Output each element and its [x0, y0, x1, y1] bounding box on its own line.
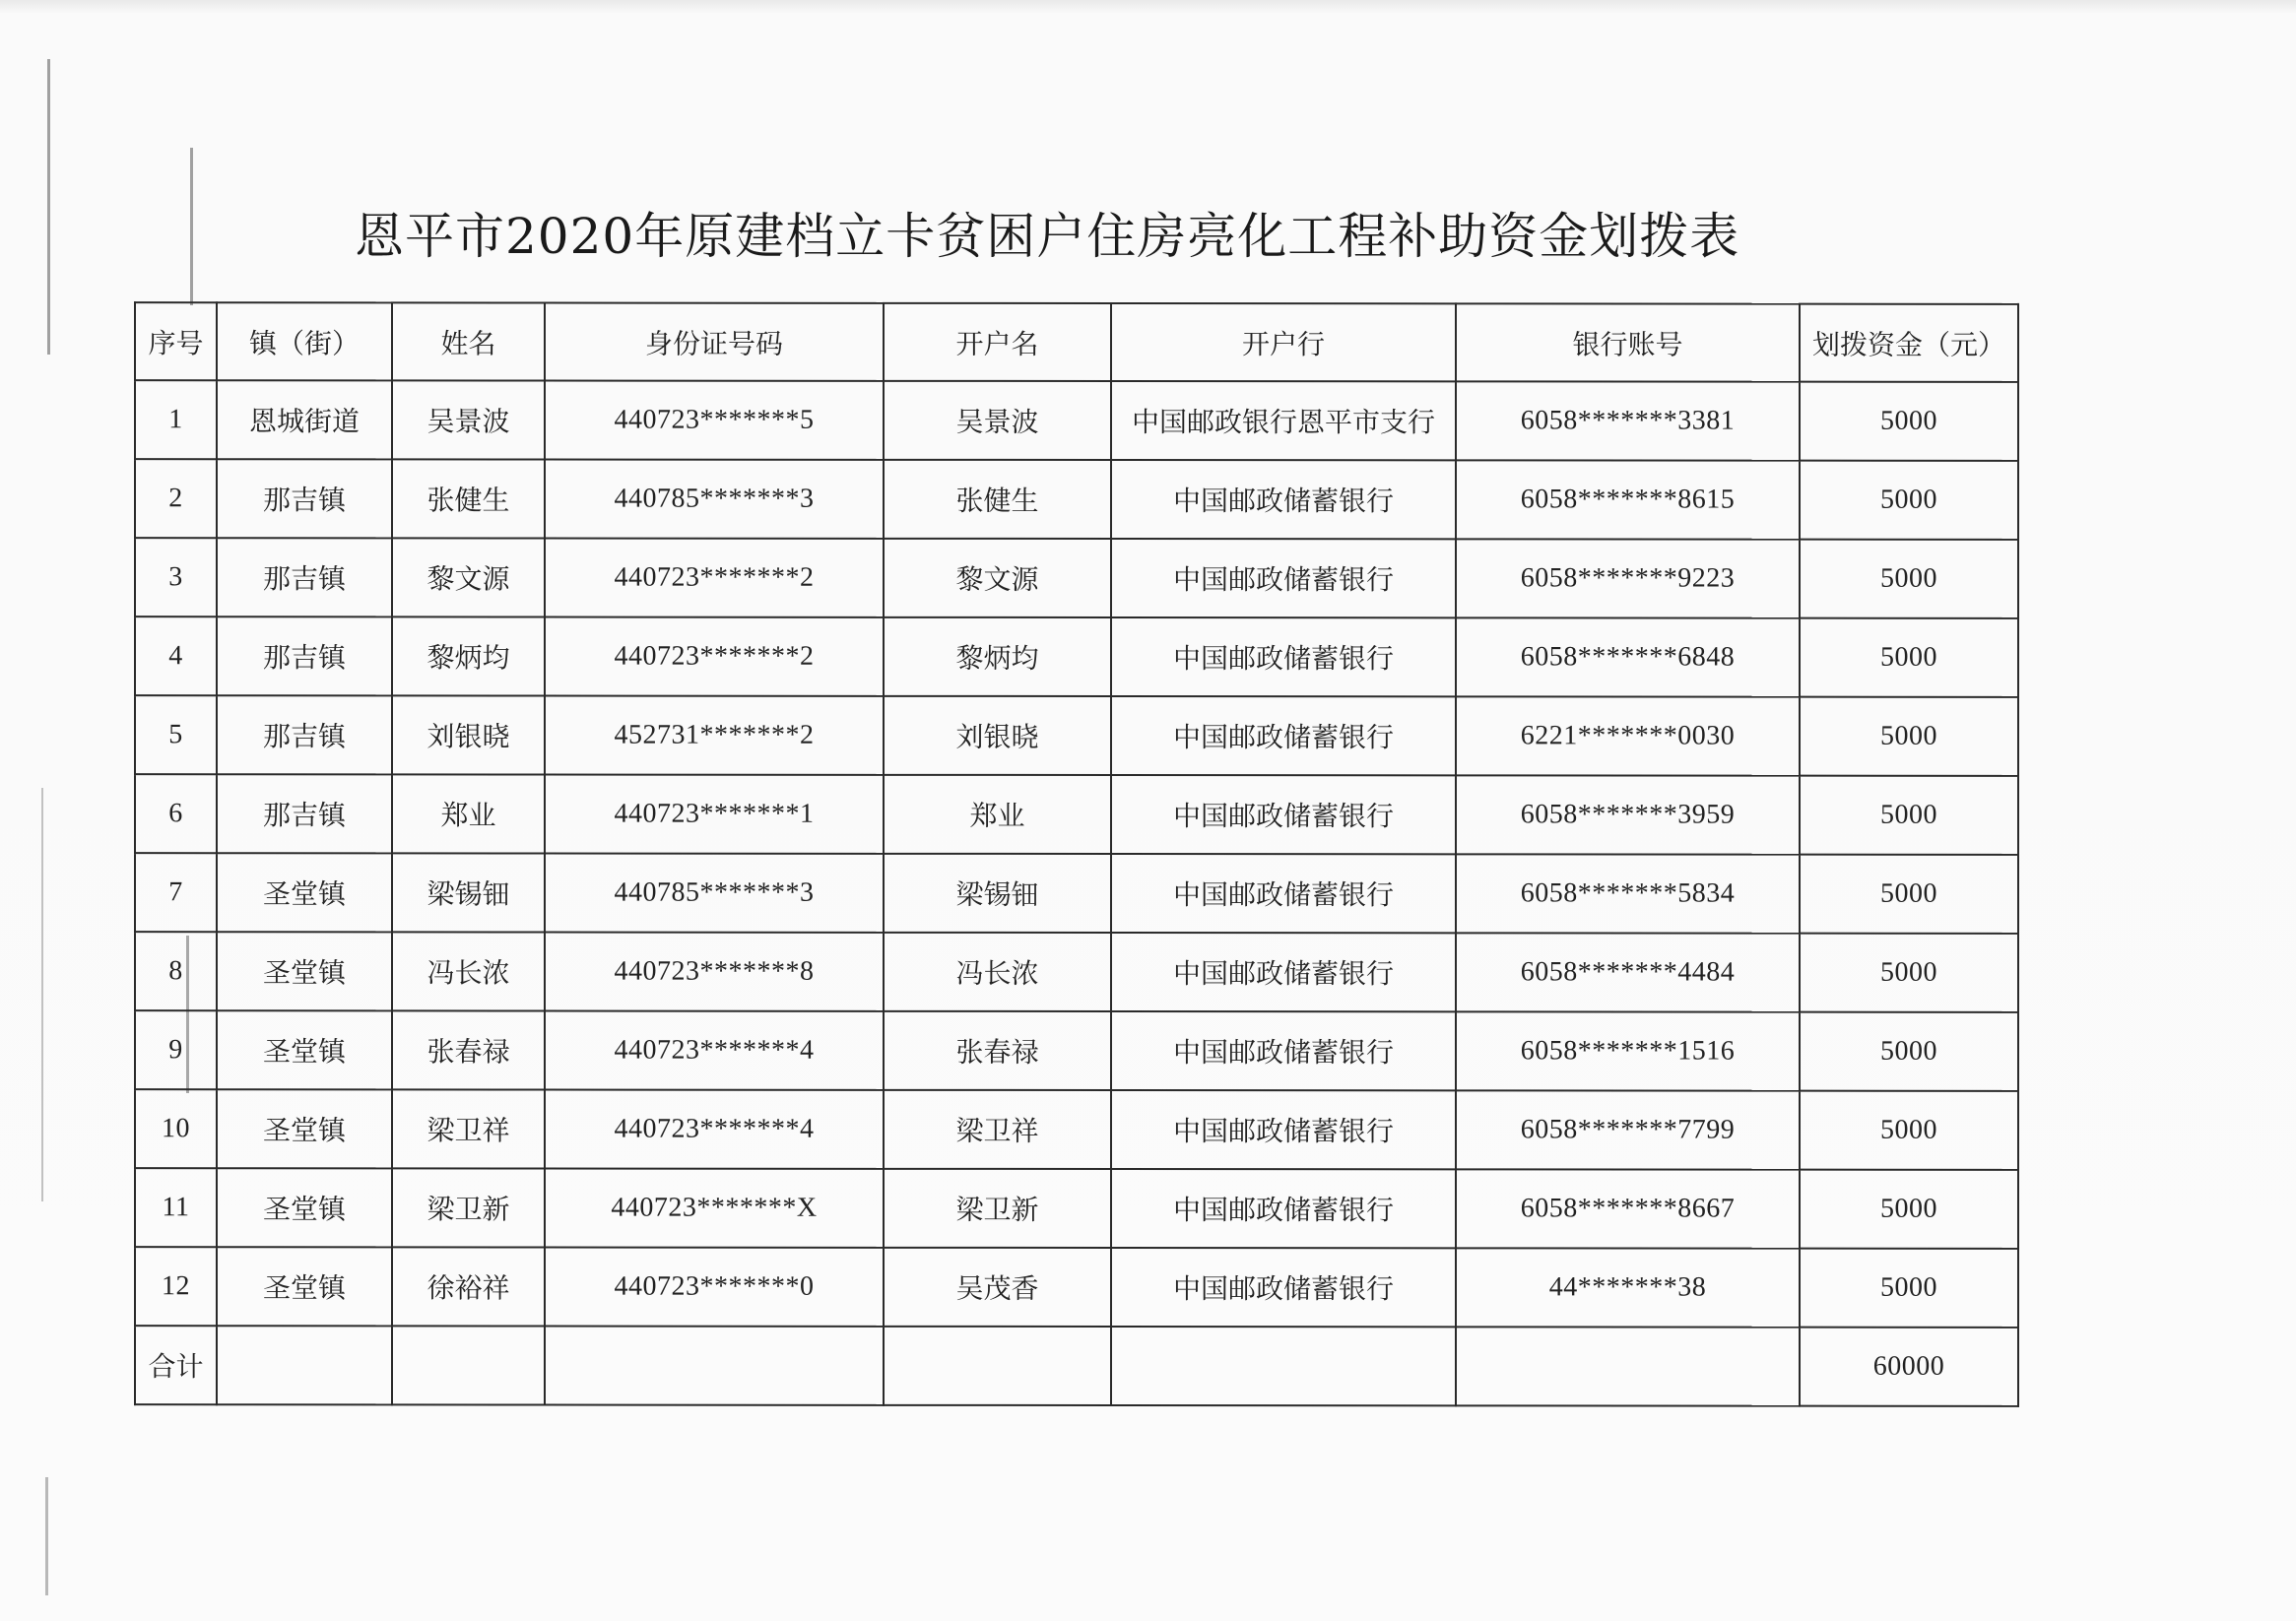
- table-row: [135, 1010, 2018, 1091]
- table-row: [135, 932, 2018, 1012]
- row-id-number: 440723*******2: [545, 617, 884, 696]
- row-account-number: 6058*******9223: [1456, 539, 1800, 617]
- row-seq: 7: [135, 853, 217, 932]
- row-name: 冯长浓: [392, 932, 545, 1010]
- row-seq: 2: [135, 459, 217, 538]
- empty-cell: [884, 1327, 1111, 1405]
- column-header-bank: 开户行: [1111, 303, 1456, 381]
- row-account-number: 6221*******0030: [1456, 696, 1800, 775]
- row-account-name: 张健生: [884, 460, 1111, 539]
- row-name: 郑业: [392, 774, 545, 853]
- row-account-number: 6058*******8667: [1456, 1169, 1800, 1248]
- table-header-row: [135, 302, 2018, 382]
- empty-cell: [1111, 1327, 1456, 1405]
- row-seq: 8: [135, 932, 217, 1010]
- row-account-number: 6058*******8615: [1456, 460, 1800, 539]
- row-town: 圣堂镇: [217, 853, 392, 932]
- row-bank: 中国邮政储蓄银行: [1111, 617, 1456, 696]
- row-account-number: 6058*******5834: [1456, 854, 1800, 933]
- row-name: 黎炳均: [392, 616, 545, 695]
- row-account-number: 6058*******1516: [1456, 1011, 1800, 1090]
- row-account-name: 张春禄: [884, 1011, 1111, 1090]
- empty-cell: [392, 1326, 545, 1404]
- row-seq: 4: [135, 616, 217, 695]
- row-bank: 中国邮政储蓄银行: [1111, 1248, 1456, 1327]
- table-row: [135, 853, 2018, 934]
- row-id-number: 440785*******3: [545, 854, 884, 933]
- row-id-number: 440785*******3: [545, 460, 884, 539]
- row-id-number: 440723*******X: [545, 1169, 884, 1248]
- row-id-number: 440723*******2: [545, 539, 884, 617]
- row-name: 徐裕祥: [392, 1247, 545, 1326]
- row-account-number: 6058*******3959: [1456, 775, 1800, 854]
- row-amount: 5000: [1800, 1012, 2018, 1091]
- row-town: 那吉镇: [217, 538, 392, 616]
- row-amount: 5000: [1800, 1170, 2018, 1249]
- row-town: 恩城街道: [217, 380, 392, 459]
- row-amount: 5000: [1800, 461, 2018, 540]
- row-seq: 5: [135, 695, 217, 774]
- row-account-number: 6058*******4484: [1456, 933, 1800, 1011]
- row-amount: 5000: [1800, 697, 2018, 776]
- row-account-number: 6058*******7799: [1456, 1090, 1800, 1169]
- row-town: 那吉镇: [217, 774, 392, 853]
- table-row: [135, 1247, 2018, 1328]
- row-name: 梁卫祥: [392, 1089, 545, 1168]
- row-account-number: 44*******38: [1456, 1248, 1800, 1327]
- row-bank: 中国邮政储蓄银行: [1111, 775, 1456, 854]
- row-name: 梁卫新: [392, 1168, 545, 1247]
- row-seq: 9: [135, 1010, 217, 1089]
- row-account-number: 6058*******6848: [1456, 617, 1800, 696]
- column-header-account-number: 银行账号: [1456, 303, 1800, 381]
- row-bank: 中国邮政储蓄银行: [1111, 1169, 1456, 1248]
- row-amount: 5000: [1800, 934, 2018, 1012]
- row-seq: 10: [135, 1089, 217, 1168]
- row-name: 梁锡钿: [392, 853, 545, 932]
- row-town: 圣堂镇: [217, 1089, 392, 1168]
- row-id-number: 440723*******4: [545, 1011, 884, 1090]
- row-bank: 中国邮政储蓄银行: [1111, 1090, 1456, 1169]
- row-id-number: 440723*******4: [545, 1090, 884, 1169]
- total-row: [135, 1326, 2018, 1406]
- row-account-name: 黎文源: [884, 539, 1111, 617]
- row-town: 圣堂镇: [217, 932, 392, 1010]
- row-town: 那吉镇: [217, 459, 392, 538]
- table-row: [135, 695, 2018, 776]
- row-bank: 中国邮政储蓄银行: [1111, 539, 1456, 617]
- table-row: [135, 380, 2018, 461]
- row-id-number: 440723*******5: [545, 381, 884, 460]
- row-bank: 中国邮政储蓄银行: [1111, 854, 1456, 933]
- row-seq: 6: [135, 774, 217, 853]
- column-header-id-number: 身份证号码: [545, 303, 884, 381]
- row-amount: 5000: [1800, 776, 2018, 855]
- table-row: [135, 1089, 2018, 1170]
- row-amount: 5000: [1800, 1091, 2018, 1170]
- row-seq: 3: [135, 538, 217, 616]
- row-amount: 5000: [1800, 1249, 2018, 1328]
- table-row: [135, 774, 2018, 855]
- row-account-name: 郑业: [884, 775, 1111, 854]
- row-account-name: 梁锡钿: [884, 854, 1111, 933]
- document-title: 恩平市2020年原建档立卡贫困户住房亮化工程补助资金划拨表: [355, 208, 1740, 265]
- row-id-number: 440723*******0: [545, 1248, 884, 1327]
- row-seq: 1: [135, 380, 217, 459]
- scan-artifact-line: [190, 148, 193, 305]
- row-seq: 11: [135, 1168, 217, 1247]
- row-bank: 中国邮政储蓄银行: [1111, 1011, 1456, 1090]
- scan-artifact-line: [47, 59, 50, 355]
- total-label: 合计: [135, 1326, 217, 1404]
- column-header-amount: 划拨资金（元）: [1800, 304, 2018, 382]
- row-amount: 5000: [1800, 855, 2018, 934]
- row-account-name: 刘银晓: [884, 696, 1111, 775]
- row-account-number: 6058*******3381: [1456, 381, 1800, 460]
- column-header-town: 镇（街）: [217, 302, 392, 380]
- row-account-name: 吴景波: [884, 381, 1111, 460]
- table-row: [135, 1168, 2018, 1249]
- row-name: 黎文源: [392, 538, 545, 616]
- scan-artifact-line: [41, 788, 43, 1201]
- scan-artifact-line: [45, 1477, 48, 1595]
- empty-cell: [545, 1327, 884, 1405]
- row-account-name: 梁卫新: [884, 1169, 1111, 1248]
- row-id-number: 440723*******1: [545, 775, 884, 854]
- column-header-name: 姓名: [392, 302, 545, 380]
- column-header-account-name: 开户名: [884, 303, 1111, 381]
- row-amount: 5000: [1800, 540, 2018, 618]
- row-amount: 5000: [1800, 382, 2018, 461]
- row-bank: 中国邮政银行恩平市支行: [1111, 381, 1456, 460]
- column-header-seq: 序号: [135, 302, 217, 380]
- table-row: [135, 616, 2018, 697]
- empty-cell: [217, 1326, 392, 1404]
- row-name: 张健生: [392, 459, 545, 538]
- row-town: 那吉镇: [217, 695, 392, 774]
- row-name: 张春禄: [392, 1010, 545, 1089]
- row-account-name: 吴茂香: [884, 1248, 1111, 1327]
- row-account-name: 冯长浓: [884, 933, 1111, 1011]
- row-town: 圣堂镇: [217, 1247, 392, 1326]
- row-bank: 中国邮政储蓄银行: [1111, 696, 1456, 775]
- row-account-name: 梁卫祥: [884, 1090, 1111, 1169]
- table-row: [135, 538, 2018, 618]
- row-account-name: 黎炳均: [884, 617, 1111, 696]
- row-town: 那吉镇: [217, 616, 392, 695]
- row-amount: 5000: [1800, 618, 2018, 697]
- table-row: [135, 459, 2018, 540]
- row-town: 圣堂镇: [217, 1010, 392, 1089]
- row-town: 圣堂镇: [217, 1168, 392, 1247]
- row-bank: 中国邮政储蓄银行: [1111, 933, 1456, 1011]
- row-id-number: 440723*******8: [545, 933, 884, 1011]
- row-seq: 12: [135, 1247, 217, 1326]
- row-name: 吴景波: [392, 380, 545, 459]
- row-name: 刘银晓: [392, 695, 545, 774]
- empty-cell: [1456, 1327, 1800, 1405]
- allocation-table: [134, 301, 2019, 1407]
- row-bank: 中国邮政储蓄银行: [1111, 460, 1456, 539]
- total-amount: 60000: [1800, 1328, 2018, 1406]
- row-id-number: 452731*******2: [545, 696, 884, 775]
